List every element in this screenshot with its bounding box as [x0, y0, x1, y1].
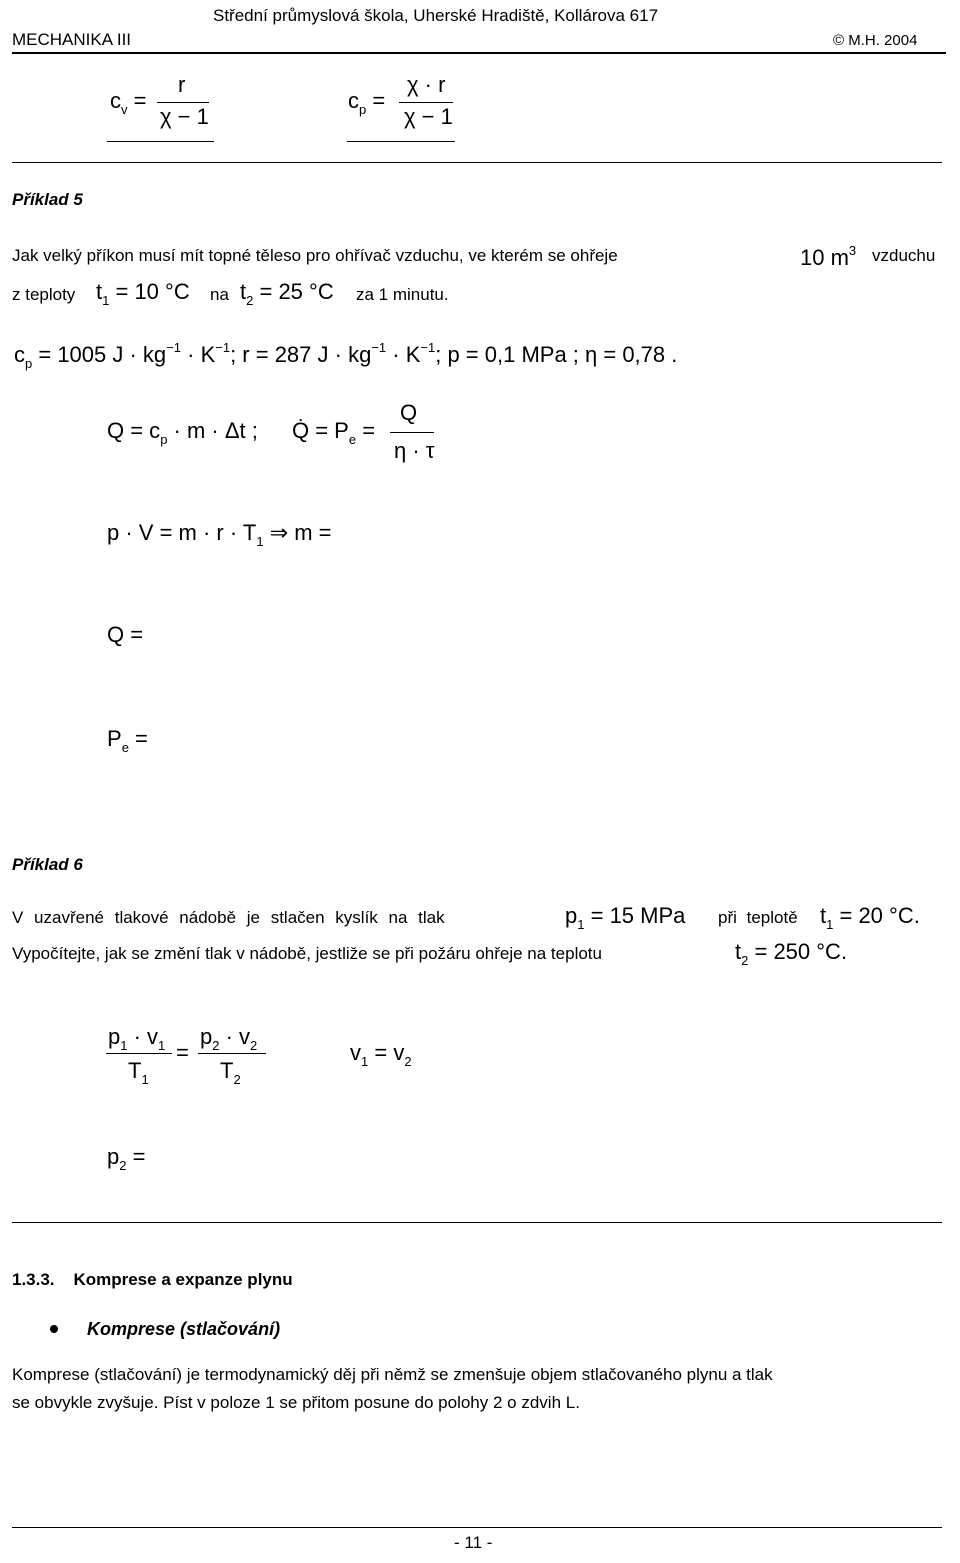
pe-equation: $P_e$ = [107, 726, 148, 755]
formula-power: Q̇ = $P_e$ = [292, 418, 376, 447]
priklad6-line2: Vypočítejte, jak se změní tlak v nádobě, jestliže se při požáru ohřeje na teplotu [12, 944, 602, 963]
formula-power-line [390, 432, 434, 433]
section-rule-2 [12, 1222, 942, 1223]
bullet-text: Komprese (stlačování) [87, 1319, 281, 1339]
priklad5-line2-end: za 1 minutu. [356, 285, 449, 304]
priklad5-line1: Jak velký příkon musí mít topné těleso pro ohřívač vzduchu, ve kterém se ohřeje [12, 246, 618, 265]
priklad6-p1: $p_1 = 15$ MPa [565, 903, 686, 932]
gas-law: $p \cdot V = m \cdot r \cdot T_1$ ⇒ m = [107, 520, 332, 549]
formula-heat: $Q = c_p \cdot m \cdot \Delta t$ ; [107, 418, 258, 447]
left-underline [107, 141, 214, 142]
priklad6-t1: $t_1 = 20$ °C. [820, 903, 920, 932]
priklad5-heading: Příklad 5 [12, 190, 83, 209]
priklad6-heading: Příklad 6 [12, 855, 83, 874]
priklad5-t2: $t_2 = 25$ °C [240, 279, 334, 308]
priklad5-volume: 10 $m^3$ [800, 243, 857, 270]
header-rule [12, 52, 946, 54]
section-rule-1 [12, 162, 942, 163]
section-title: 1.3.3. Komprese a expanze plynu [12, 1270, 293, 1289]
volume-equality: $v_1 = v_2$ [350, 1040, 412, 1069]
priklad5-line2: z teploty [12, 285, 76, 304]
p2-equation: $p_2$ = [107, 1144, 146, 1173]
formula-power-num: Q [400, 400, 418, 425]
q-equation: Q = [107, 622, 144, 647]
priklad6-t2: $t_2 = 250$ °C. [735, 939, 848, 968]
page-number: - 11 - [454, 1533, 493, 1552]
mid-underline [347, 141, 455, 142]
section-para-line1: Komprese (stlačování) je termodynamický děj při němž se zmenšuje objem stlačovaného plynu a tlak [12, 1365, 773, 1384]
priklad5-t1: $t_1 = 10$ °C [96, 279, 190, 308]
section-para-line2: se obvykle zvyšuje. Píst v poloze 1 se přitom posune do polohy 2 o zdvih L. [12, 1393, 580, 1412]
priklad5-given: $c_p = 1005$ $J \cdot kg^{-1} \cdot K^{-1}$; r = 287 $J \cdot kg^{-1} \cdot K^{-1}$; p = 0,1 MPa ; η = 0,78 . [14, 340, 678, 371]
formula-power-den: η · τ [394, 438, 435, 463]
footer-rule [12, 1527, 942, 1528]
priklad6-line1-b: při teplotě [718, 908, 798, 927]
priklad5-line1-end: vzduchu [872, 246, 936, 265]
bullet-icon [50, 1325, 58, 1333]
school-name: Střední průmyslová škola, Uherské Hradiště, Kollárova 617 [213, 6, 659, 25]
priklad6-line1: V uzavřené tlakové nádobě je stlačen kyslík na tlak [12, 908, 445, 927]
subject-title: MECHANIKA III [12, 30, 132, 49]
copyright: © M.H. 2004 [833, 32, 918, 49]
priklad5-na: na [210, 285, 229, 304]
